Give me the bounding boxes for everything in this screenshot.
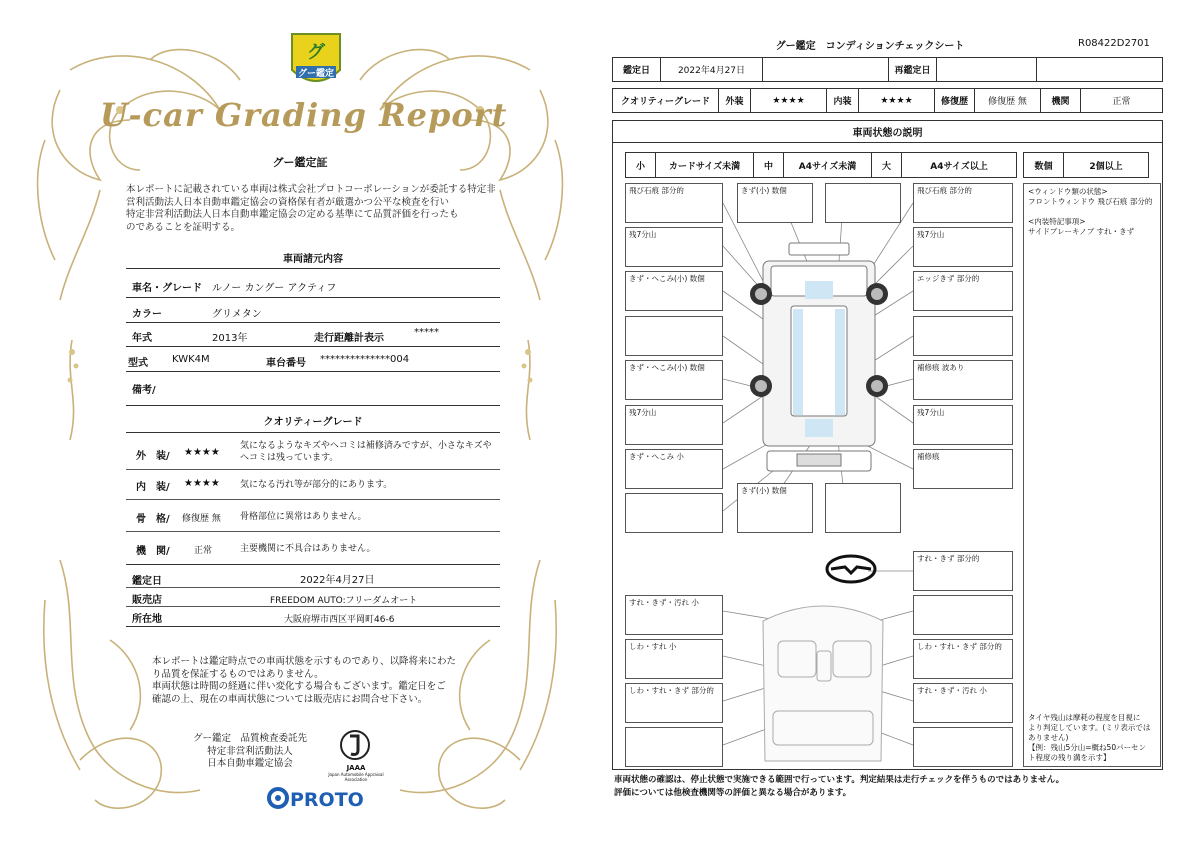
divider xyxy=(126,499,500,500)
vehicle-name-value: ルノー カングー アクティフ xyxy=(212,283,337,294)
interior-rating: ★★★★ xyxy=(859,89,935,112)
engine-label: 機関 xyxy=(1041,89,1081,112)
divider xyxy=(126,531,500,532)
divider xyxy=(126,371,500,372)
chassis-value: **************004 xyxy=(320,354,410,365)
footer-note-1: 車両状態の確認は、停止状態で実施できる範囲で行っています。判定結果は走行チェックを伴うものではありません。 xyxy=(614,775,1065,785)
note-line xyxy=(1028,207,1156,217)
interior-box-steering: すれ・きず 部分的 xyxy=(913,551,1013,591)
damage-box-left-fender: きず・へこみ(小) 数個 xyxy=(625,271,723,311)
grade-row xyxy=(612,88,1163,113)
divider xyxy=(126,432,500,433)
shop-label: 販売店 xyxy=(132,595,162,606)
reappraisal-date-value xyxy=(937,58,1037,81)
tire-box-front-left: 残7分山 xyxy=(625,227,723,267)
engine-value: 正常 xyxy=(194,546,213,556)
interior-box-right-rear: すれ・きず・汚れ 小 xyxy=(913,683,1013,723)
model-value: KWK4M xyxy=(172,354,210,365)
report-title: U-car Grading Report xyxy=(100,96,508,134)
svg-text:グ: グ xyxy=(307,42,325,63)
jaaa-name: JAAA xyxy=(346,764,366,772)
tire-box-rear-right: 残7分山 xyxy=(913,405,1013,445)
tire-box-rear-left: 残7分山 xyxy=(625,405,723,445)
legend-large: 大 xyxy=(872,153,902,177)
proto-logo-icon xyxy=(266,784,376,812)
chassis-label: 車台番号 xyxy=(266,358,306,369)
damage-box-rear-bumper xyxy=(625,493,723,533)
legend-count: 数個 xyxy=(1024,153,1064,177)
frame-description: 骨格部位に異常はありません。 xyxy=(240,512,367,522)
intro-line: 営利活動法人日本自動車鑑定協会の資格保有者が厳選かつ公平な検査を行い xyxy=(126,196,450,208)
appraisal-date-value: 2022年4月27日 xyxy=(300,575,375,586)
sheet-id: R08422D2701 xyxy=(1078,38,1150,49)
note-line: <ウィンドウ類の状態> xyxy=(1028,187,1108,196)
interior-box-front-panel: すれ・きず・汚れ 小 xyxy=(625,595,723,635)
date-row xyxy=(612,57,1163,82)
divider xyxy=(126,405,500,406)
interior-box-rear-floor xyxy=(625,727,723,767)
exterior-label: 外装 xyxy=(719,89,751,112)
reappraisal-date-label: 再鑑定日 xyxy=(889,58,937,81)
repair-history-label: 修復歴 xyxy=(935,89,975,112)
divider xyxy=(126,322,500,323)
repair-history-value: 修復歴 無 xyxy=(975,89,1041,112)
damage-box-front-bumper: きず(小) 数個 xyxy=(737,183,813,223)
jaaa-logo-icon xyxy=(338,728,372,762)
damage-box-front-left: 飛び石痕 部分的 xyxy=(625,183,723,223)
exterior-description xyxy=(240,440,500,464)
tire-note-line: 【例：残山5分山=概ね50パーセン xyxy=(1028,743,1146,752)
engine-label: 機 関/ xyxy=(136,546,170,557)
special-notes-panel xyxy=(1023,183,1161,767)
appraisal-date-label: 鑑定日 xyxy=(613,58,661,81)
address-value: 大阪府堺市西区平岡町46-6 xyxy=(284,615,395,625)
damage-box-right-door xyxy=(913,316,1013,356)
shop-value: FREEDOM AUTO:フリーダムオート xyxy=(270,596,418,606)
disclaimer-line: 車両状態は時間の経過に伴い変化する場合もございます。鑑定日をご xyxy=(152,681,446,692)
frame-label: 骨 格/ xyxy=(136,514,170,525)
legend-small-desc: カードサイズ未満 xyxy=(656,153,754,177)
interior-rating: ★★★★ xyxy=(184,478,220,489)
engine-description: 主要機関に不具合はありません。 xyxy=(240,544,376,554)
appraisal-date-label: 鑑定日 xyxy=(132,576,162,587)
vehicle-name-label: 車名・グレード xyxy=(132,283,202,294)
mileage-value: ***** xyxy=(414,327,439,338)
tire-note-line: ありません) xyxy=(1028,733,1069,742)
damage-box-right-fender: エッジきず 部分的 xyxy=(913,271,1013,311)
note-line: <内装特記事項> xyxy=(1028,217,1086,226)
divider xyxy=(126,606,500,607)
appraisal-date-value: 2022年4月27日 xyxy=(661,58,763,81)
sheet-title: グー鑑定 コンディションチェックシート xyxy=(775,41,965,52)
interior-label: 内装 xyxy=(827,89,859,112)
damage-box-rear-right: 補修痕 xyxy=(913,449,1013,489)
disclaimer-line: 確認の上、現在の車両状態については販売店にお問合せ下さい。 xyxy=(152,693,428,705)
engine-value: 正常 xyxy=(1112,97,1131,107)
divider xyxy=(126,564,500,565)
tire-note-line: より判定しています。(ミリ表示では xyxy=(1028,723,1151,732)
interior-box-right-seat: しわ・すれ・きず 部分的 xyxy=(913,639,1013,679)
divider xyxy=(126,268,500,269)
disclaimer-line: り品質を保証するものではありません。 xyxy=(152,668,324,680)
empty-cell xyxy=(1037,58,1162,81)
interior-description: 気になる汚れ等が部分的にあります。 xyxy=(240,480,393,490)
legend-small: 小 xyxy=(626,153,656,177)
tire-box-front-right: 残7分山 xyxy=(913,227,1013,267)
authority-line: 日本自動車鑑定協会 xyxy=(207,758,293,769)
authority-line: 特定非営利活動法人 xyxy=(207,745,293,757)
damage-box-hood xyxy=(825,183,901,223)
tire-note-line: ト程度の残り溝を示す】 xyxy=(1028,753,1111,762)
empty-cell xyxy=(763,58,889,81)
inspection-authority xyxy=(180,733,320,771)
note-line: サイドブレーキノブ すれ・きず xyxy=(1028,227,1135,236)
damage-box-left-door xyxy=(625,316,723,356)
address-label: 所在地 xyxy=(132,614,162,625)
legend-medium-desc: A4サイズ未満 xyxy=(784,153,872,177)
condition-frame xyxy=(612,120,1163,770)
legend-count-desc: 2個以上 xyxy=(1089,161,1123,172)
divider xyxy=(126,587,500,588)
certificate-disclaimer xyxy=(152,656,482,706)
certificate-intro xyxy=(126,184,496,234)
certificate-subtitle: グー鑑定証 xyxy=(272,156,328,169)
legend-large-desc: A4サイズ以上 xyxy=(930,161,988,172)
exterior-rating: ★★★★ xyxy=(184,447,220,458)
tire-note-line: タイヤ残山は摩耗の程度を目視に xyxy=(1028,713,1141,722)
quality-grade-label: クオリティーグレード xyxy=(613,89,719,112)
exterior-label: 外 装/ xyxy=(136,451,170,462)
model-label: 型式 xyxy=(128,358,148,369)
exterior-rating: ★★★★ xyxy=(751,89,827,112)
intro-line: 本レポートに記載されている車両は株式会社プロトコーポレーションが委託する特定非 xyxy=(126,184,496,195)
damage-box-roof xyxy=(825,483,901,533)
interior-box-left-rear: しわ・すれ・きず 部分的 xyxy=(625,683,723,723)
condition-heading: 車両状態の説明 xyxy=(613,121,1162,143)
remarks-label: 備考/ xyxy=(132,385,156,396)
color-value: グリメタン xyxy=(212,309,262,320)
divider xyxy=(126,346,500,347)
interior-label: 内 装/ xyxy=(136,482,170,493)
year-value: 2013年 xyxy=(212,333,248,344)
exterior-desc-line: 気になるようなキズやヘコミは補修済みですが、小さなキズや xyxy=(240,441,492,451)
damage-box-back-door: きず(小) 数個 xyxy=(737,483,813,533)
year-label: 年式 xyxy=(132,333,152,344)
authority-line: グー鑑定 品質検査委託先 xyxy=(192,733,307,744)
intro-line: 特定非営利活動法人日本自動車鑑定協会の定める基準にて品質評価を行ったも xyxy=(126,209,459,220)
svg-text:PROTO: PROTO xyxy=(290,789,364,811)
divider xyxy=(126,469,500,470)
damage-box-rear-left: きず・へこみ 小 xyxy=(625,449,723,489)
divider xyxy=(126,626,500,627)
steering-wheel-icon xyxy=(827,556,875,582)
frame-value: 修復歴 無 xyxy=(182,514,221,524)
damage-box-left-rear-door: きず・へこみ(小) 数個 xyxy=(625,360,723,400)
damage-box-front-right: 飛び石痕 部分的 xyxy=(913,183,1013,223)
footer-note-2: 評価については他検査機関等の評価と異なる場合があります。 xyxy=(614,788,852,798)
color-label: カラー xyxy=(132,309,162,320)
mileage-label: 走行距離計表示 xyxy=(314,333,384,344)
note-line: フロントウィンドウ 飛び石痕 部分的 xyxy=(1028,197,1153,206)
interior-box-dashboard xyxy=(913,595,1013,635)
damage-box-right-rear-door: 補修痕 波あり xyxy=(913,360,1013,400)
legend-medium: 中 xyxy=(754,153,784,177)
jaaa-full-name: Japan Automobile Appraisal Association xyxy=(328,772,384,782)
jaaa-caption xyxy=(318,764,394,782)
exterior-desc-line: ヘコミは残っています。 xyxy=(240,453,339,463)
goo-kantei-badge xyxy=(286,30,346,92)
condition-check-sheet xyxy=(600,0,1200,848)
intro-line: のであることを証明する。 xyxy=(126,221,241,233)
divider xyxy=(126,297,500,298)
svg-text:グー鑑定: グー鑑定 xyxy=(297,69,335,79)
disclaimer-line: 本レポートは鑑定時点での車両状態を示すものであり、以降将来にわた xyxy=(152,656,457,667)
tire-tread-note xyxy=(1024,710,1160,766)
interior-box-left-seat: しわ・すれ 小 xyxy=(625,639,723,679)
interior-box-luggage xyxy=(913,727,1013,767)
specs-heading: 車両諸元内容 xyxy=(283,254,343,265)
quality-heading: クオリティーグレード xyxy=(263,417,363,428)
